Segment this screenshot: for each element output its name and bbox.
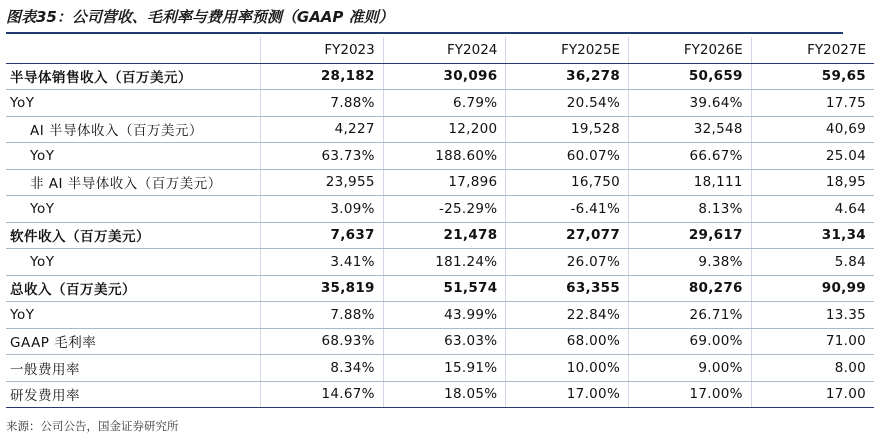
table-row bbox=[6, 222, 874, 249]
value-cell: -25.29% bbox=[383, 196, 506, 223]
value-cell: 27,077 bbox=[506, 222, 629, 249]
value-cell: 22.84% bbox=[506, 302, 629, 329]
row-label: YoY bbox=[6, 143, 261, 170]
value-cell: 5.84 bbox=[751, 249, 874, 276]
value-cell: 68.93% bbox=[261, 328, 384, 355]
row-label: YoY bbox=[6, 90, 261, 117]
header-cell-fy2025e: FY2025E bbox=[506, 37, 629, 63]
value-cell: 3.09% bbox=[261, 196, 384, 223]
value-cell: 66.67% bbox=[629, 143, 752, 170]
value-cell: 16,750 bbox=[506, 169, 629, 196]
value-cell: 19,528 bbox=[506, 116, 629, 143]
value-cell: 8.13% bbox=[629, 196, 752, 223]
value-cell: 18.05% bbox=[383, 381, 506, 408]
value-cell: 12,200 bbox=[383, 116, 506, 143]
value-cell: 6.79% bbox=[383, 90, 506, 117]
table-body bbox=[6, 63, 874, 408]
value-cell: 4,227 bbox=[261, 116, 384, 143]
value-cell: 17.00 bbox=[751, 381, 874, 408]
table-row bbox=[6, 116, 874, 143]
row-label: GAAP 毛利率 bbox=[6, 328, 261, 355]
value-cell: 17.75 bbox=[751, 90, 874, 117]
header-cell-fy2024: FY2024 bbox=[383, 37, 506, 63]
row-label: YoY bbox=[6, 196, 261, 223]
row-label: YoY bbox=[6, 302, 261, 329]
value-cell: 25.04 bbox=[751, 143, 874, 170]
value-cell: 13.35 bbox=[751, 302, 874, 329]
value-cell: 8.00 bbox=[751, 355, 874, 382]
value-cell: 20.54% bbox=[506, 90, 629, 117]
source-note: 来源：公司公告，国金证券研究所 bbox=[6, 419, 179, 433]
value-cell: 188.60% bbox=[383, 143, 506, 170]
row-label: 研发费用率 bbox=[6, 381, 261, 408]
header-cell-fy2023: FY2023 bbox=[261, 37, 384, 63]
value-cell: 40,69 bbox=[751, 116, 874, 143]
value-cell: 80,276 bbox=[629, 275, 752, 302]
header-cell-label bbox=[6, 37, 261, 63]
value-cell: 26.71% bbox=[629, 302, 752, 329]
value-cell: 18,111 bbox=[629, 169, 752, 196]
figure-title: 图表35：公司营收、毛利率与费用率预测（GAAP 准则） bbox=[6, 8, 394, 26]
value-cell: 29,617 bbox=[629, 222, 752, 249]
value-cell: 63,355 bbox=[506, 275, 629, 302]
value-cell: 30,096 bbox=[383, 63, 506, 90]
value-cell: 28,182 bbox=[261, 63, 384, 90]
header-cell-fy2026e: FY2026E bbox=[629, 37, 752, 63]
value-cell: 18,95 bbox=[751, 169, 874, 196]
value-cell: 71.00 bbox=[751, 328, 874, 355]
value-cell: 63.73% bbox=[261, 143, 384, 170]
value-cell: 68.00% bbox=[506, 328, 629, 355]
forecast-table bbox=[6, 37, 874, 408]
value-cell: 8.34% bbox=[261, 355, 384, 382]
row-label: 总收入（百万美元） bbox=[6, 275, 261, 302]
table-row bbox=[6, 355, 874, 382]
title-rule bbox=[6, 32, 843, 34]
value-cell: 4.64 bbox=[751, 196, 874, 223]
value-cell: 63.03% bbox=[383, 328, 506, 355]
row-label: 半导体销售收入（百万美元） bbox=[6, 63, 261, 90]
header-row bbox=[6, 37, 874, 63]
table-row bbox=[6, 275, 874, 302]
value-cell: 35,819 bbox=[261, 275, 384, 302]
table-row bbox=[6, 63, 874, 90]
value-cell: 17.00% bbox=[506, 381, 629, 408]
table-row bbox=[6, 381, 874, 408]
value-cell: 21,478 bbox=[383, 222, 506, 249]
value-cell: 90,99 bbox=[751, 275, 874, 302]
row-label: 非 AI 半导体收入（百万美元） bbox=[6, 169, 261, 196]
table-row bbox=[6, 249, 874, 276]
value-cell: 59,65 bbox=[751, 63, 874, 90]
value-cell: 60.07% bbox=[506, 143, 629, 170]
value-cell: 17.00% bbox=[629, 381, 752, 408]
value-cell: 23,955 bbox=[261, 169, 384, 196]
row-label: 软件收入（百万美元） bbox=[6, 222, 261, 249]
table-row bbox=[6, 169, 874, 196]
value-cell: 51,574 bbox=[383, 275, 506, 302]
value-cell: 26.07% bbox=[506, 249, 629, 276]
value-cell: 69.00% bbox=[629, 328, 752, 355]
header-cell-fy2027e: FY2027E bbox=[751, 37, 874, 63]
value-cell: 43.99% bbox=[383, 302, 506, 329]
value-cell: 10.00% bbox=[506, 355, 629, 382]
value-cell: 14.67% bbox=[261, 381, 384, 408]
value-cell: 3.41% bbox=[261, 249, 384, 276]
value-cell: 50,659 bbox=[629, 63, 752, 90]
row-label: AI 半导体收入（百万美元） bbox=[6, 116, 261, 143]
value-cell: 39.64% bbox=[629, 90, 752, 117]
table-row bbox=[6, 196, 874, 223]
table-row bbox=[6, 302, 874, 329]
value-cell: 7,637 bbox=[261, 222, 384, 249]
table-row bbox=[6, 90, 874, 117]
value-cell: 17,896 bbox=[383, 169, 506, 196]
value-cell: 7.88% bbox=[261, 302, 384, 329]
value-cell: -6.41% bbox=[506, 196, 629, 223]
value-cell: 31,34 bbox=[751, 222, 874, 249]
value-cell: 9.38% bbox=[629, 249, 752, 276]
row-label: YoY bbox=[6, 249, 261, 276]
value-cell: 36,278 bbox=[506, 63, 629, 90]
value-cell: 32,548 bbox=[629, 116, 752, 143]
table-row bbox=[6, 143, 874, 170]
value-cell: 181.24% bbox=[383, 249, 506, 276]
value-cell: 9.00% bbox=[629, 355, 752, 382]
table-row bbox=[6, 328, 874, 355]
value-cell: 15.91% bbox=[383, 355, 506, 382]
row-label: 一般费用率 bbox=[6, 355, 261, 382]
value-cell: 7.88% bbox=[261, 90, 384, 117]
